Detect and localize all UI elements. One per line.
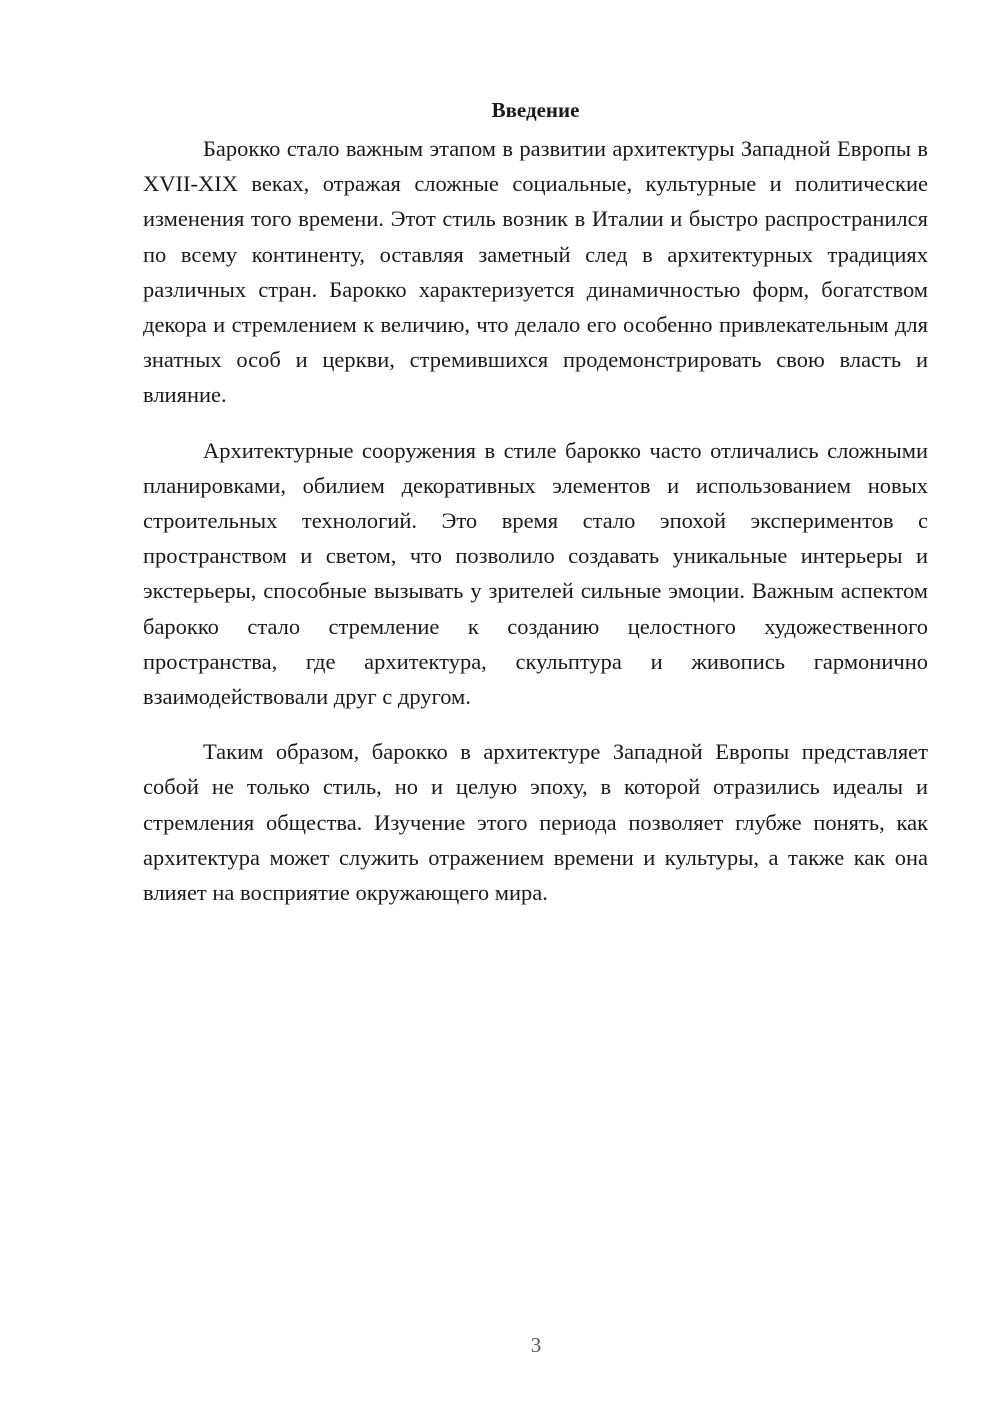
page-content [143,93,928,930]
page-number: 3 [530,1333,542,1357]
section-heading: Введение [491,98,580,122]
paragraph-1: Барокко стало важным этапом в развитии архитектуры Западной Европы в XVII-XIX веках, отражая сложные социальные, культурные и политические изменения того времени. Этот стиль возник в Италии и быстро распространился по всему континенту, оставляя заметный след в архитектурных традициях различных стран. Барокко характеризуется динамичностью форм, богатством декора и стремлением к величию, что делало его особенно привлекательным для знатных особ и церкви, стремившихся продемонстрировать свою власть и влияние. [143,136,928,408]
paragraph-2: Архитектурные сооружения в стиле барокко часто отличались сложными планировками, обилием декоративных элементов и использованием новых строительных технологий. Это время стало эпохой экспериментов с пространством и светом, что позволило создавать уникальные интерьеры и экстерьеры, способные вызывать у зрителей сильные эмоции. Важным аспектом барокко стало стремление к созданию целостного художественного пространства, где архитектура, скульптура и живопись гармонично взаимодействовали друг с другом. [143,437,928,710]
paragraph-3: Таким образом, барокко в архитектуре Западной Европы представляет собой не только стиль, но и целую эпоху, в которой отразились идеалы и стремления общества. Изучение этого периода позволяет глубже понять, как архитектура может служить отражением времени и культуры, а также как она влияет на восприятие окружающего мира. [143,739,928,906]
